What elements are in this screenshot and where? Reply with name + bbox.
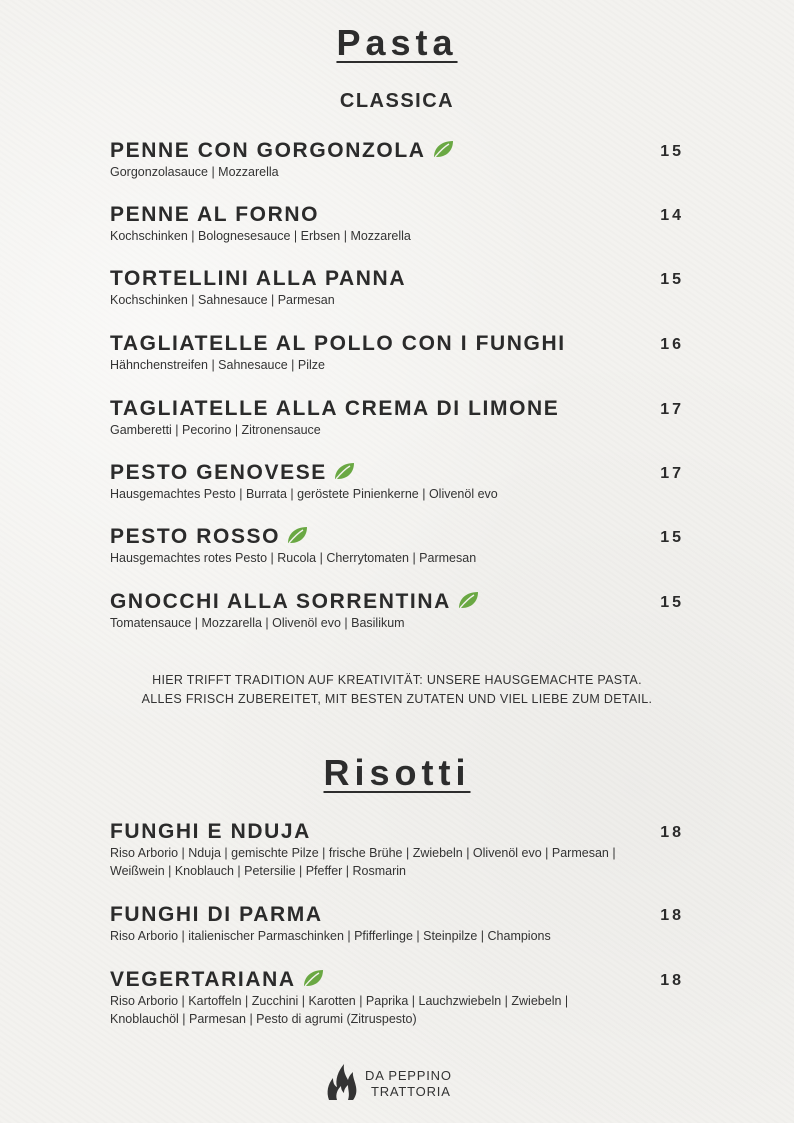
- menu-item-name: [110, 397, 684, 421]
- menu-item: [110, 397, 684, 439]
- menu-item-description: Hausgemachtes Pesto | Burrata | geröstete Pinienkerne | Olivenöl evo: [110, 487, 498, 501]
- vegetarian-leaf-icon: [333, 461, 355, 481]
- pasta-note: [0, 671, 794, 709]
- menu-item-name: [110, 820, 684, 844]
- menu-item-price: 18: [660, 972, 684, 989]
- menu-item: [110, 590, 684, 632]
- menu-item: [110, 461, 684, 503]
- pasta-subtitle: CLASSICA: [339, 90, 455, 112]
- menu-item-price: 18: [660, 824, 684, 841]
- menu-item-price: 18: [660, 907, 684, 924]
- pasta-note-line2: ALLES FRISCH ZUBEREITET, MIT BESTEN ZUTATEN UND VIEL LIEBE ZUM DETAIL.: [141, 692, 653, 706]
- restaurant-logo: [325, 1062, 485, 1106]
- menu-item-price: 17: [660, 401, 684, 418]
- flame-logo-icon: [325, 1062, 359, 1102]
- menu-item: [110, 903, 684, 945]
- menu-item-description: Kochschinken | Bolognesesauce | Erbsen | Mozzarella: [110, 229, 411, 243]
- menu-item-name: [110, 461, 684, 485]
- pasta-note-line1: HIER TRIFFT TRADITION AUF KREATIVITÄT: UNSERE HAUSGEMACHTE PASTA.: [152, 673, 642, 687]
- menu-item: [110, 525, 684, 567]
- menu-item-name: [110, 968, 684, 992]
- menu-item-price: 15: [660, 594, 684, 611]
- menu-item-price: 15: [660, 529, 684, 546]
- menu-item-description: Hausgemachtes rotes Pesto | Rucola | Cherrytomaten | Parmesan: [110, 551, 477, 565]
- menu-item-description: Tomatensauce | Mozzarella | Olivenöl evo | Basilikum: [110, 616, 405, 630]
- menu-item-price: 15: [660, 271, 684, 288]
- menu-item-price: 14: [660, 207, 684, 224]
- menu-item-name: [110, 525, 684, 549]
- logo-line1: DA PEPPINO: [365, 1068, 452, 1083]
- menu-item-price: 16: [660, 336, 684, 353]
- menu-item-name-text: FUNGHI DI PARMA: [110, 903, 323, 926]
- menu-item-name: [110, 203, 684, 227]
- menu-item-price: 17: [660, 465, 684, 482]
- menu-item: [110, 139, 684, 181]
- menu-item: [110, 332, 684, 374]
- vegetarian-leaf-icon: [302, 968, 324, 988]
- menu-item-name: [110, 139, 684, 163]
- menu-item-description: Riso Arborio | italienischer Parmaschinken | Pfifferlinge | Steinpilze | Champions: [110, 929, 551, 943]
- menu-item-name-text: TAGLIATELLE AL POLLO CON I FUNGHI: [110, 332, 566, 355]
- menu-item-description: Hähnchenstreifen | Sahnesauce | Pilze: [110, 358, 325, 372]
- menu-item-name-text: TAGLIATELLE ALLA CREMA DI LIMONE: [110, 397, 560, 420]
- menu-item-name-text: PESTO GENOVESE: [110, 461, 327, 484]
- vegetarian-leaf-icon: [432, 139, 454, 159]
- menu-item-description: Riso Arborio | Kartoffeln | Zucchini | Karotten | Paprika | Lauchzwiebeln | Zwiebeln | Knoblauchöl | Parmesan | Pesto di agrumi (Zitruspesto): [110, 994, 569, 1026]
- menu-item-name-text: PENNE CON GORGONZOLA: [110, 139, 426, 162]
- menu-item: [110, 968, 684, 1028]
- menu-item: [110, 203, 684, 245]
- vegetarian-leaf-icon: [286, 525, 308, 545]
- menu-item: [110, 267, 684, 309]
- menu-item-price: 15: [660, 143, 684, 160]
- menu-item-name: [110, 590, 684, 614]
- menu-item-description: Gorgonzolasauce | Mozzarella: [110, 165, 279, 179]
- menu-item-name: [110, 267, 684, 291]
- menu-item-name-text: TORTELLINI ALLA PANNA: [110, 267, 407, 290]
- menu-item-description: Kochschinken | Sahnesauce | Parmesan: [110, 293, 335, 307]
- menu-item-name-text: VEGERTARIANA: [110, 968, 296, 991]
- menu-item-name: [110, 903, 684, 927]
- logo-line2: TRATTORIA: [371, 1084, 451, 1099]
- menu-item: [110, 820, 684, 880]
- pasta-section-title: Pasta: [336, 22, 458, 63]
- menu-item-name-text: PESTO ROSSO: [110, 525, 281, 548]
- menu-item-description: Riso Arborio | Nduja | gemischte Pilze | frische Brühe | Zwiebeln | Olivenöl evo | Parmesan | Weißwein | Knoblauch | Petersilie | Pfeffer | Rosmarin: [110, 846, 616, 878]
- menu-item-name-text: FUNGHI E NDUJA: [110, 820, 311, 843]
- risotti-section-title: Risotti: [323, 752, 471, 793]
- vegetarian-leaf-icon: [457, 590, 479, 610]
- menu-item-name-text: PENNE AL FORNO: [110, 203, 320, 226]
- menu-item-name: [110, 332, 684, 356]
- menu-item-description: Gamberetti | Pecorino | Zitronensauce: [110, 423, 321, 437]
- menu-item-name-text: GNOCCHI ALLA SORRENTINA: [110, 590, 451, 613]
